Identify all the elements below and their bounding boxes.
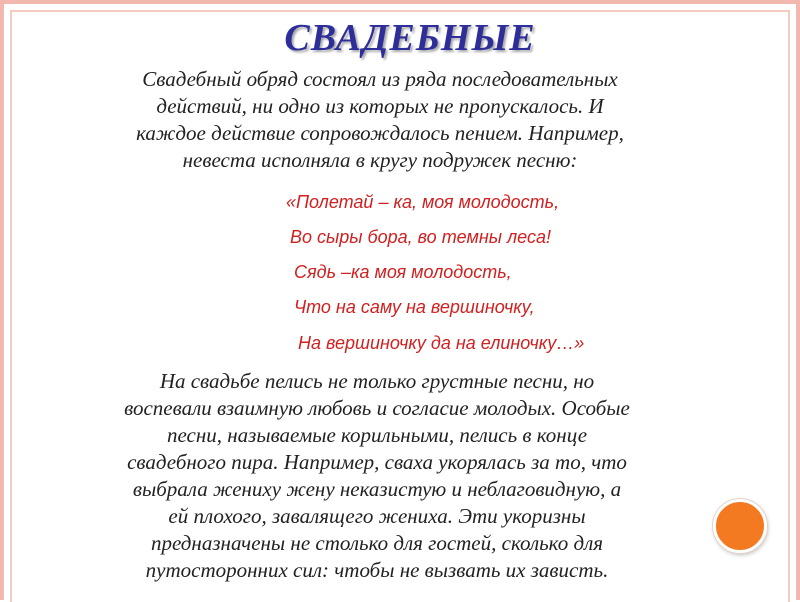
body-line: песни, называемые корильными, пелись в конце — [166, 423, 588, 447]
body-line: предназначены не столько для гостей, сколько для — [151, 531, 603, 555]
slide-title: СВАДЕБНЫЕ — [284, 17, 536, 59]
song-quote — [0, 186, 800, 366]
body-line: свадебного пира. Например, сваха укорялась за то, что — [127, 450, 627, 474]
intro-paragraph — [30, 66, 730, 174]
body-line: путосторонних сил: чтобы не вызвать их зависть. — [145, 558, 609, 582]
intro-line: Свадебный обряд состоял из ряда последовательных — [142, 67, 618, 91]
body-line: выбрала жениху жену неказистую и неблаговидную, а — [132, 477, 622, 501]
intro-line: невеста исполняла в кругу подружек песню: — [182, 148, 578, 172]
body-line: На свадьбе пелись не только грустные песни, но — [159, 369, 595, 393]
intro-line: каждое действие сопровождалось пением. Например, — [136, 121, 624, 145]
song-line: Сядь –ка моя молодость, — [294, 262, 512, 282]
song-line: Что на саму на вершиночку, — [294, 297, 535, 317]
intro-line: действий, ни одно из которых не пропускалось. И — [156, 94, 604, 118]
decorative-circle-icon — [713, 499, 767, 553]
song-line: «Полетай – ка, моя молодость, — [286, 192, 560, 212]
body-line: ей плохого, завалящего жениха. Эти укоризны — [168, 504, 586, 528]
body-line: воспевали взаимную любовь и согласие молодых. Особые — [124, 396, 630, 420]
body-paragraph — [22, 368, 732, 584]
song-line: На вершиночку да на елиночку…» — [298, 333, 585, 353]
song-line: Во сыры бора, во темны леса! — [290, 227, 551, 247]
